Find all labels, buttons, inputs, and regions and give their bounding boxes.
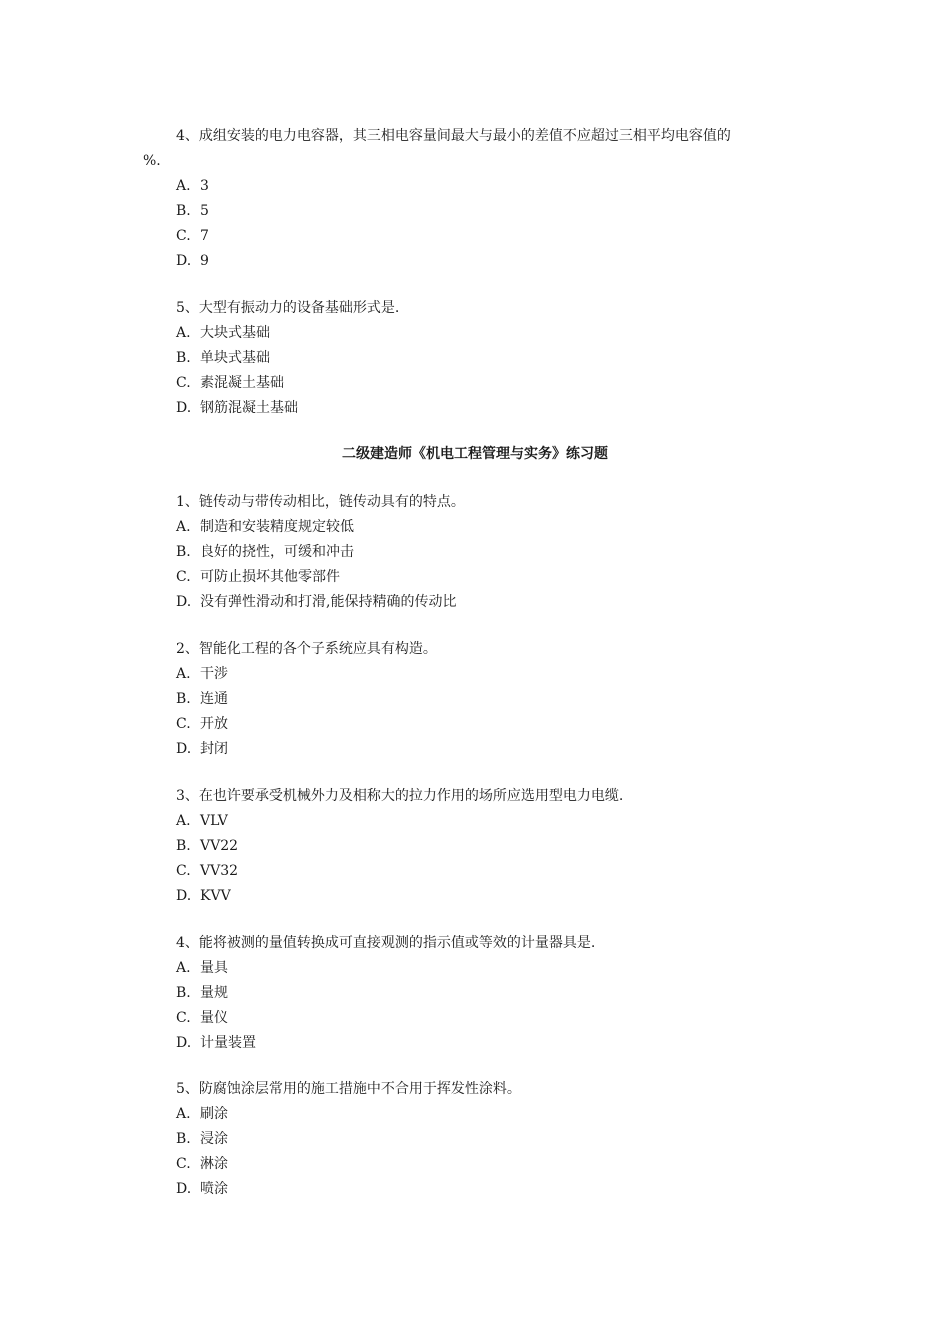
option-b bbox=[176, 983, 228, 1003]
option-text: 封闭 bbox=[200, 741, 228, 757]
option-a bbox=[176, 1104, 228, 1124]
option-text: KVV bbox=[200, 888, 231, 904]
question-stem: 4、能将被测的量值转换成可直接观测的指示值或等效的计量器具是. bbox=[176, 935, 596, 951]
option-letter: A. bbox=[176, 178, 191, 194]
option-d bbox=[176, 398, 298, 418]
option-letter: B. bbox=[176, 1131, 191, 1147]
option-text: 干涉 bbox=[200, 666, 228, 682]
question-stem: 2、智能化工程的各个子系统应具有构造。 bbox=[176, 641, 437, 657]
option-text: 素混凝土基础 bbox=[200, 375, 284, 391]
option-letter: B. bbox=[176, 838, 191, 854]
option-b bbox=[176, 201, 209, 221]
option-c bbox=[176, 714, 228, 734]
option-text: 良好的挠性，可缓和冲击 bbox=[200, 544, 354, 560]
option-text: 制造和安装精度规定较低 bbox=[200, 519, 354, 535]
option-a bbox=[176, 517, 354, 537]
option-text: 7 bbox=[200, 228, 209, 244]
option-letter: C. bbox=[176, 1010, 191, 1026]
option-letter: B. bbox=[176, 691, 191, 707]
option-b bbox=[176, 1129, 228, 1149]
question-stem: 1、链传动与带传动相比，链传动具有的特点。 bbox=[176, 494, 465, 510]
option-b bbox=[176, 348, 270, 368]
option-d bbox=[176, 251, 209, 271]
option-a bbox=[176, 664, 228, 684]
option-d bbox=[176, 1033, 256, 1053]
option-b bbox=[176, 836, 238, 856]
option-text: 钢筋混凝土基础 bbox=[200, 400, 298, 416]
option-c bbox=[176, 226, 209, 246]
question-stem: 3、在也许要承受机械外力及相称大的拉力作用的场所应选用型电力电缆. bbox=[176, 788, 624, 804]
option-c bbox=[176, 1154, 228, 1174]
option-d bbox=[176, 739, 228, 759]
option-text: 量规 bbox=[200, 985, 228, 1001]
option-d bbox=[176, 1179, 228, 1199]
option-letter: D. bbox=[176, 888, 192, 904]
option-a bbox=[176, 323, 270, 343]
option-text: 3 bbox=[200, 178, 209, 194]
option-text: 9 bbox=[200, 253, 209, 269]
option-letter: A. bbox=[176, 1106, 191, 1122]
option-letter: D. bbox=[176, 741, 192, 757]
option-b bbox=[176, 542, 354, 562]
option-letter: D. bbox=[176, 1035, 192, 1051]
section-title: 二级建造师《机电工程管理与实务》练习题 bbox=[342, 446, 608, 462]
option-letter: B. bbox=[176, 985, 191, 1001]
option-letter: A. bbox=[176, 960, 191, 976]
option-d bbox=[176, 886, 231, 906]
option-text: 喷涂 bbox=[200, 1181, 228, 1197]
option-letter: C. bbox=[176, 228, 191, 244]
option-text: 量仪 bbox=[200, 1010, 228, 1026]
option-text: 淋涂 bbox=[200, 1156, 228, 1172]
option-letter: D. bbox=[176, 400, 192, 416]
option-b bbox=[176, 689, 228, 709]
option-letter: A. bbox=[176, 666, 191, 682]
option-letter: C. bbox=[176, 1156, 191, 1172]
option-letter: B. bbox=[176, 203, 191, 219]
option-letter: A. bbox=[176, 325, 191, 341]
option-letter: A. bbox=[176, 519, 191, 535]
option-d bbox=[176, 592, 456, 612]
option-c bbox=[176, 1008, 228, 1028]
question-stem: 5、大型有振动力的设备基础形式是. bbox=[176, 300, 400, 316]
option-letter: D. bbox=[176, 253, 192, 269]
option-c bbox=[176, 373, 284, 393]
option-text: VV22 bbox=[200, 838, 239, 854]
option-letter: C. bbox=[176, 569, 191, 585]
option-letter: C. bbox=[176, 863, 191, 879]
option-a bbox=[176, 176, 209, 196]
option-letter: D. bbox=[176, 1181, 192, 1197]
option-letter: A. bbox=[176, 813, 191, 829]
option-text: 可防止损坏其他零部件 bbox=[200, 569, 340, 585]
option-text: 单块式基础 bbox=[200, 350, 270, 366]
option-text: 5 bbox=[200, 203, 209, 219]
question-stem: 5、防腐蚀涂层常用的施工措施中不合用于挥发性涂料。 bbox=[176, 1081, 521, 1097]
option-text: 计量装置 bbox=[200, 1035, 256, 1051]
option-text: 量具 bbox=[200, 960, 228, 976]
option-text: VLV bbox=[200, 813, 228, 829]
option-c bbox=[176, 861, 238, 881]
option-text: 刷涂 bbox=[200, 1106, 228, 1122]
option-a bbox=[176, 958, 228, 978]
option-letter: C. bbox=[176, 716, 191, 732]
option-text: 开放 bbox=[200, 716, 228, 732]
option-c bbox=[176, 567, 340, 587]
question-stem-continuation: %. bbox=[143, 153, 161, 169]
option-text: 没有弹性滑动和打滑,能保持精确的传动比 bbox=[200, 594, 457, 610]
option-text: 浸涂 bbox=[200, 1131, 228, 1147]
question-stem: 4、成组安装的电力电容器，其三相电容量间最大与最小的差值不应超过三相平均电容值的 bbox=[176, 128, 731, 144]
option-letter: C. bbox=[176, 375, 191, 391]
option-a bbox=[176, 811, 228, 831]
option-text: 连通 bbox=[200, 691, 228, 707]
option-letter: B. bbox=[176, 544, 191, 560]
option-letter: B. bbox=[176, 350, 191, 366]
option-letter: D. bbox=[176, 594, 192, 610]
option-text: VV32 bbox=[200, 863, 239, 879]
option-text: 大块式基础 bbox=[200, 325, 270, 341]
